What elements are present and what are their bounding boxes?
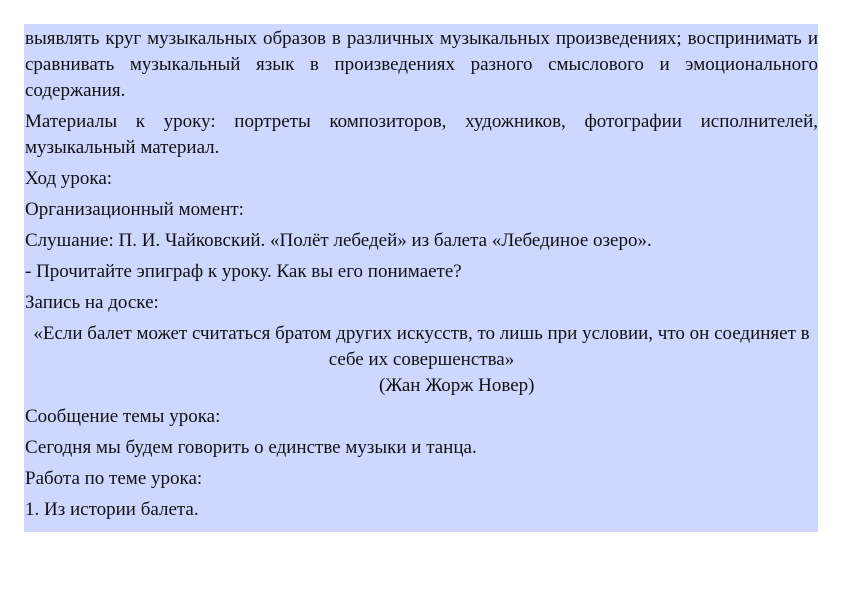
paragraph-ballet-history: 1. Из истории балета. — [25, 499, 199, 520]
epigraph-author: (Жан Жорж Новер) — [379, 375, 535, 396]
paragraph-objectives: выявлять круг музыкальных образов в различных музыкальных произведениях; воспринимать и сравнивать музыкальный язык в произведениях разного смыслового и эмоционального содержания. — [25, 28, 818, 101]
paragraph-organizational-moment: Организационный момент: — [25, 199, 244, 220]
paragraph-topic-work: Работа по теме урока: — [25, 468, 203, 489]
epigraph-quote: «Если балет может считаться братом других искусств, то лишь при условии, что он соединяет в себе их совершенства» — [33, 323, 810, 370]
paragraph-epigraph-question: - Прочитайте эпиграф к уроку. Как вы его понимаете? — [25, 261, 462, 282]
paragraph-board-note: Запись на доске: — [25, 292, 159, 313]
paragraph-materials: Материалы к уроку: портреты композиторов, художников, фотографии исполнителей, музыкальный материал. — [25, 111, 818, 158]
paragraph-topic-statement: Сегодня мы будем говорить о единстве музыки и танца. — [25, 437, 477, 458]
paragraph-listening: Слушание: П. И. Чайковский. «Полёт лебедей» из балета «Лебединое озеро». — [25, 230, 652, 251]
paragraph-lesson-progress: Ход урока: — [25, 168, 113, 189]
highlighted-text-block — [24, 24, 818, 532]
paragraph-topic-announcement: Сообщение темы урока: — [25, 406, 221, 427]
